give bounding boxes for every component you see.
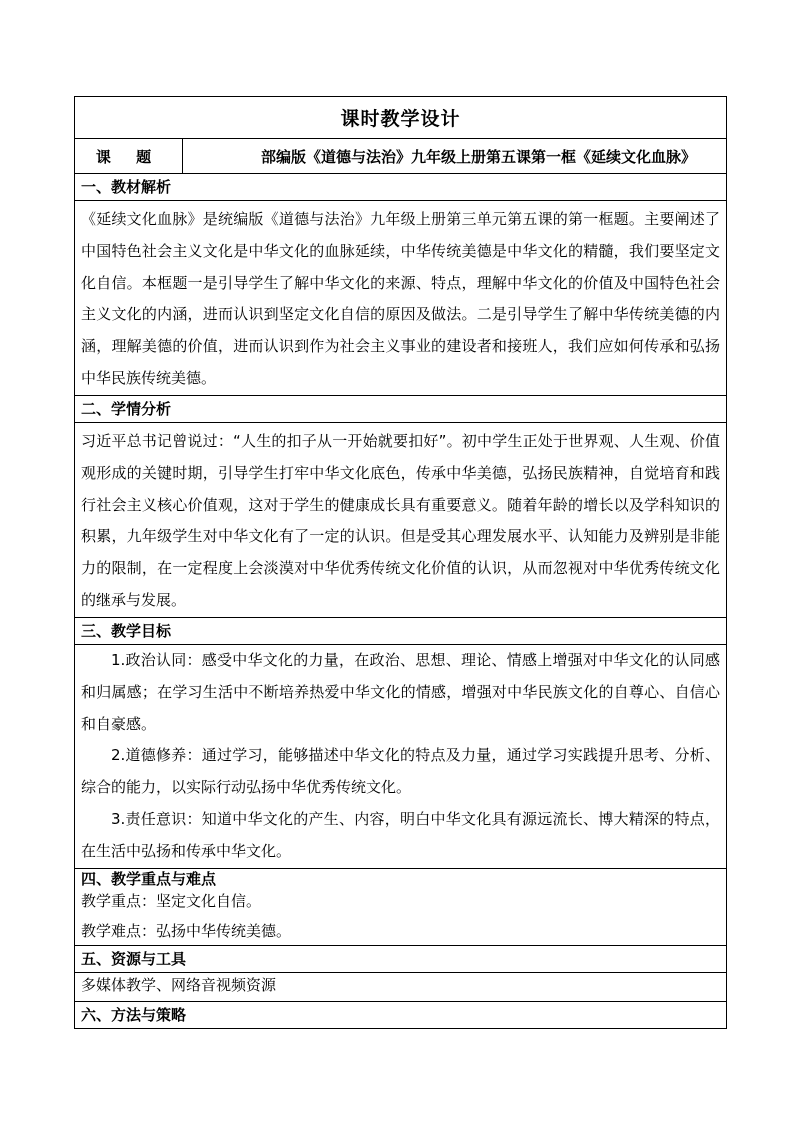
- section-heading: 六、方法与策略: [75, 1001, 727, 1028]
- section-3-body-row: [75, 645, 727, 869]
- key-point-text: 教学重点：坚定文化自信。: [81, 891, 262, 910]
- section-2-body: [75, 423, 727, 618]
- difficulty-text: 教学难点：弘扬中华传统美德。: [81, 921, 292, 940]
- section-heading: 二、学情分析: [75, 396, 727, 423]
- objective-item: 2.道德修养：通过学习，能够描述中华文化的特点及力量，通过学习实践提升思考、分析、综合的能力，以实际行动弘扬中华优秀传统文化。: [81, 746, 721, 797]
- title-row: [75, 97, 727, 139]
- topic-label: 课 题: [75, 139, 183, 174]
- section-paragraph: 习近平总书记曾说过：“人生的扣子从一开始就要扣好”。初中学生正处于世界观、人生观、价值观形成的关键时期，引导学生打牢中华文化底色，传承中华美德，弘扬民族精神，自觉培育和践行社会主义核心价值观，这对于学生的健康成长具有重要意义。随着年龄的增长以及学科知识的积累，九年级学生对中华文化有了一定的认识。但是受其心理发展水平、认知能力及辨别是非能力的限制，在一定程度上会淡漠对中华优秀传统文化价值的认识，从而忽视对中华优秀传统文化的继承与发展。: [81, 432, 721, 609]
- section-heading: 四、教学重点与难点: [81, 869, 217, 888]
- resources-text: 多媒体教学、网络音视频资源: [81, 975, 277, 994]
- section-1-heading-row: [75, 174, 727, 201]
- objective-item: 1.政治认同：感受中华文化的力量，在政治、思想、理论、情感上增强对中华文化的认同感和归属感；在学习生活中不断培养热爱中华文化的情感，增强对中华民族文化的自尊心、自信心和自豪感。: [81, 651, 721, 733]
- section-heading: 三、教学目标: [75, 618, 727, 645]
- section-3-heading-row: [75, 618, 727, 645]
- section-2-heading-row: [75, 396, 727, 423]
- section-heading: 五、资源与工具: [75, 945, 727, 972]
- document-title: 课时教学设计: [75, 97, 727, 139]
- section-3-body: [75, 645, 727, 869]
- lesson-plan-table: [74, 96, 727, 1029]
- section-heading: 一、教材解析: [75, 174, 727, 201]
- section-5-body: [75, 972, 727, 1001]
- section-5-heading-row: [75, 945, 727, 972]
- section-2-body-row: [75, 423, 727, 618]
- section-4-row: [75, 868, 727, 945]
- section-6-heading-row: [75, 1001, 727, 1028]
- section-4-body: [75, 868, 727, 945]
- topic-row: [75, 139, 727, 174]
- section-5-body-row: [75, 972, 727, 1001]
- topic-value: 部编版《道德与法治》九年级上册第五课第一框《延续文化血脉》: [183, 139, 727, 174]
- section-1-body-row: [75, 201, 727, 396]
- objective-item: 3.责任意识：知道中华文化的产生、内容，明白中华文化具有源远流长、博大精深的特点，在生活中弘扬和传承中华文化。: [81, 809, 721, 860]
- section-1-body: [75, 201, 727, 396]
- section-paragraph: 《延续文化血脉》是统编版《道德与法治》九年级上册第三单元第五课的第一框题。主要阐述了中国特色社会主义文化是中华文化的血脉延续，中华传统美德是中华文化的精髓，我们要坚定文化自信。本框题一是引导学生了解中华文化的来源、特点，理解中华文化的价值及中国特色社会主义文化的内涵，进而认识到坚定文化自信的原因及做法。二是引导学生了解中华传统美德的内涵，理解美德的价值，进而认识到作为社会主义事业的建设者和接班人，我们应如何传承和弘扬中华民族传统美德。: [81, 210, 721, 387]
